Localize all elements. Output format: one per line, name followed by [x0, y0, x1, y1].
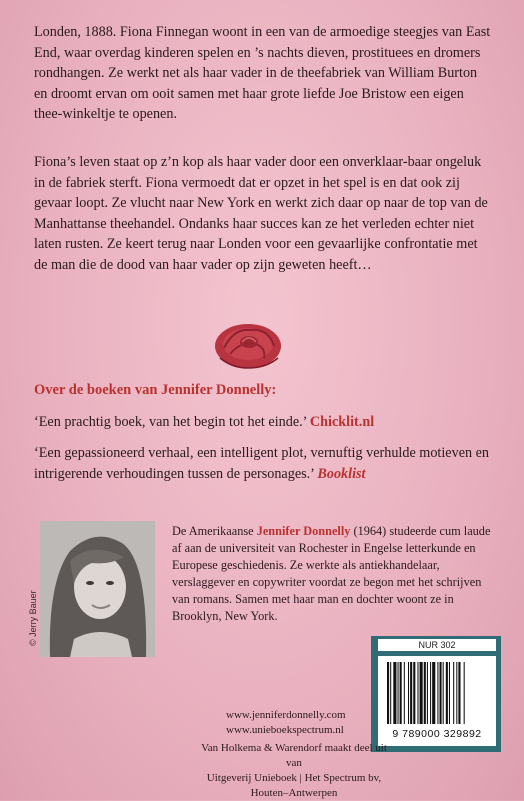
review-quote-1: [34, 412, 504, 433]
review-quote-2-text: ‘Een gepassioneerd verhaal, een intelligent plot, vernuftig verhulde motieven en intrigerende verhoudingen tussen de personages.’: [34, 445, 490, 482]
barcode-bar: [453, 662, 454, 724]
isbn-digits: 9 789000 329892: [392, 728, 482, 740]
review-quote-1-text: ‘Een prachtig boek, van het begin tot het einde.’: [34, 414, 310, 430]
barcode-bar: [449, 662, 450, 724]
barcode-bar: [413, 662, 415, 724]
barcode-bar: [398, 662, 399, 724]
barcode-bar: [443, 662, 444, 724]
photo-credit: © Jerry Bauer: [28, 590, 38, 646]
barcode-bar: [390, 662, 391, 724]
author-bio: [172, 523, 498, 625]
blurb-paragraph-1: Londen, 1888. Fiona Finnegan woont in een van de armoedige steegjes van East End, waar overdag kinderen spelen en ’s nachts dieven, prostituees en dromers rondhangen. Ze werkt net als haar vader in de theefabriek van William Burton en droomt ervan om ooit samen met haar grote liefde Joe Bristow een eigen thee-winkeltje te openen.: [34, 24, 491, 123]
bio-rest: (1964) studeerde cum laude af aan de universiteit van Rochester in Engelse letterkunde en Europese geschiedenis. Ze werkte als antiekhandelaar, verslaggever en copywriter voordat ze begon met het schrijven van romans. Samen met haar man en dochter woont ze in Brooklyn, New York.: [172, 524, 491, 623]
blurb-paragraph-2: Fiona’s leven staat op z’n kop als haar vader door een onverklaar-baar ongeluk in de fabriek sterft. Fiona vermoedt dat er opzet in het spel is en dat ook zij gevaar loopt. Ze vlucht naar New York en werkt zich daar op naar de top van de Manhattanse theehandel. Ondanks haar succes kan ze het verleden echter niet laten rusten. Ze keert terug naar Londen voor een gevaarlijke confrontatie met de man die de dood van haar vader op zijn geweten heeft…: [34, 154, 488, 273]
barcode-bar: [456, 662, 457, 724]
barcode-bar: [400, 662, 402, 724]
barcode-bar: [424, 662, 426, 724]
author-website-link[interactable]: www.jenniferdonnelly.com: [226, 709, 346, 721]
review-quote-2-source: Booklist: [317, 465, 366, 482]
barcode-bar: [420, 662, 423, 724]
review-quote-2: [34, 443, 504, 484]
barcode-bar: [417, 662, 418, 724]
publisher-line-1: Van Holkema & Warendorf maakt deel uit van: [201, 742, 387, 769]
publisher-website-link[interactable]: www.unieboekspectrum.nl: [226, 724, 344, 736]
author-name: Jennifer Donnelly: [256, 524, 351, 538]
barcode-bar: [437, 662, 438, 724]
barcode-bar: [387, 662, 389, 724]
review-quote-1-source: Chicklit.nl: [309, 414, 375, 430]
barcode-bar: [432, 662, 435, 724]
barcode-bar: [410, 662, 412, 724]
publisher-line-2: Uitgeverij Unieboek | Het Spectrum bv, Houten–Antwerpen: [206, 772, 382, 799]
bio-prefix: De Amerikaanse: [172, 524, 257, 538]
barcode-bar: [446, 662, 448, 724]
barcode-bars: [385, 662, 489, 726]
reviews-heading: Over de boeken van Jennifer Donnelly:: [34, 382, 277, 398]
publisher-info: [200, 741, 388, 801]
barcode-bar: [440, 662, 442, 724]
barcode-bar: [458, 662, 460, 724]
barcode-bar: [408, 662, 409, 724]
url-list: [226, 708, 346, 738]
author-portrait-image: [40, 521, 155, 657]
author-photo: [40, 521, 155, 657]
barcode-bar: [404, 662, 405, 724]
rose-illustration: [212, 318, 284, 372]
nur-code: NUR 302: [378, 639, 496, 651]
barcode-bar: [427, 662, 428, 724]
barcode-bar: [464, 662, 465, 724]
barcode-bar: [430, 662, 431, 724]
barcode-bar: [393, 662, 396, 724]
